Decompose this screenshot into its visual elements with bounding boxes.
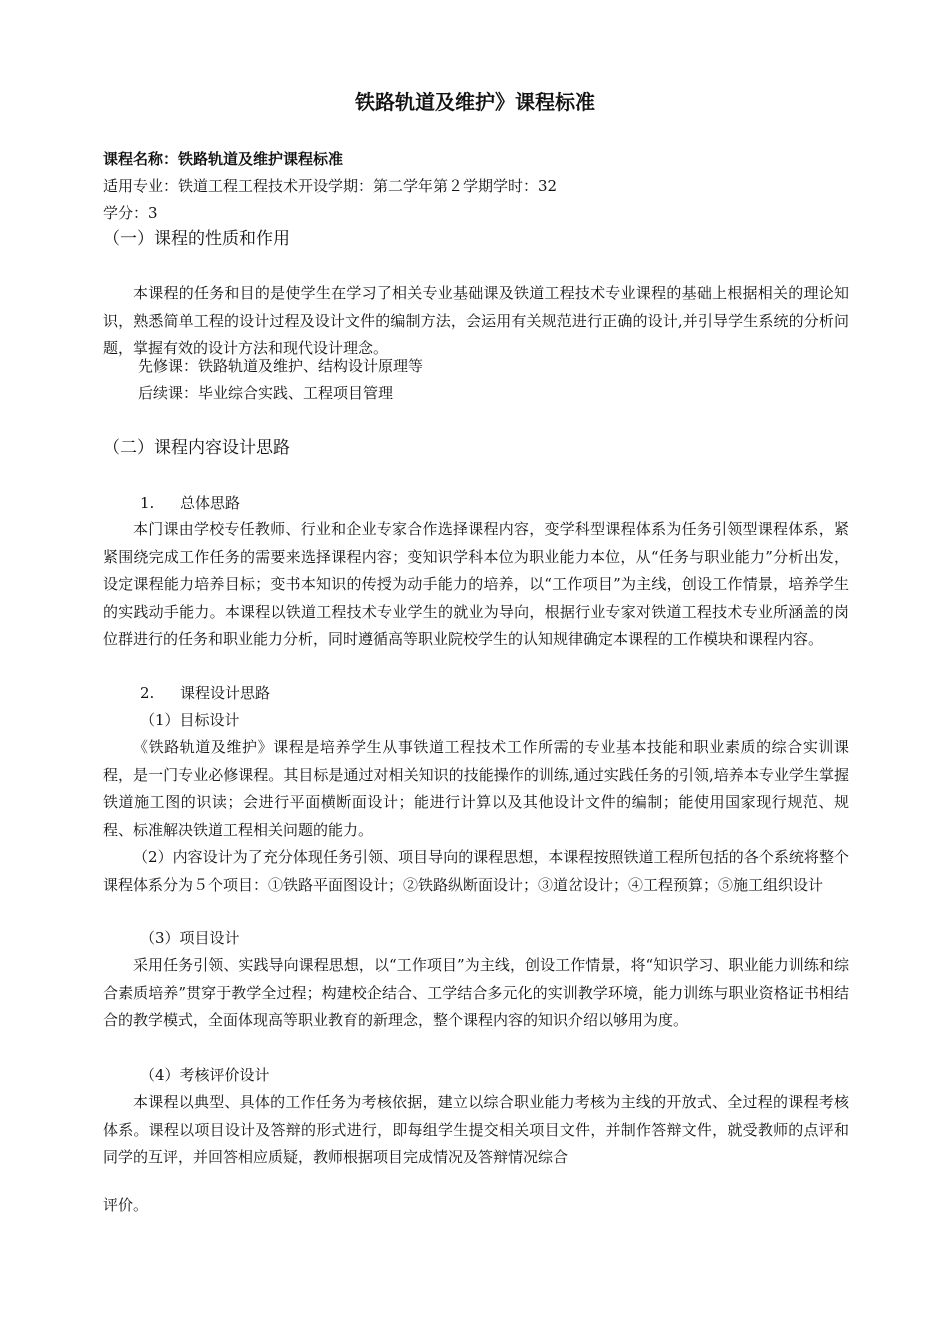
- section-heading-design: （二）课程内容设计思路: [103, 438, 290, 458]
- course-meta: 适用专业：铁道工程工程技术开设学期：第二学年第２学期学时：32: [103, 177, 558, 195]
- sub4-tail: 评价。: [103, 1196, 149, 1214]
- sub4-paragraph: 本课程以典型、具体的工作任务为考核依据，建立以综合职业能力考核为主线的开放式、全过程的课程考核体系。课程以项目设计及答辩的形式进行，即每组学生提交相关项目文件，并制作答辩文件，就受教师的点评和同学的互评，并回答相应质疑，教师根据项目完成情况及答辩情况综合: [103, 1093, 849, 1166]
- item1-title: 总体思路: [180, 494, 241, 512]
- item2-number: 2.: [140, 684, 155, 702]
- course-credits: 学分：3: [103, 204, 158, 222]
- course-name: 课程名称：铁路轨道及维护课程标准: [103, 150, 344, 168]
- item1-number: 1.: [140, 494, 155, 512]
- followup-courses: 后续课：毕业综合实践、工程项目管理: [138, 384, 394, 402]
- sub3-title: （3）项目设计: [140, 929, 240, 947]
- section-heading-nature: （一）课程的性质和作用: [103, 229, 290, 249]
- sub4-title: （4）考核评价设计: [140, 1066, 270, 1084]
- item2-title: 课程设计思路: [180, 684, 271, 702]
- sub2-paragraph: （2）内容设计为了充分体现任务引领、项目导向的课程思想，本课程按照铁道工程所包括的各个系统将整个课程体系分为５个项目：①铁路平面图设计；②铁路纵断面设计；③道岔设计；④工程预算；⑤施工组织设计: [103, 848, 849, 894]
- prerequisite-courses: 先修课：铁路轨道及维护、结构设计原理等: [138, 357, 424, 375]
- sub3-paragraph: 采用任务引领、实践导向课程思想，以“工作项目”为主线，创设工作情景，将“知识学习、职业能力训练和综合素质培养”贯穿于教学全过程；构建校企结合、工学结合多元化的实训教学环境，能力训练与职业资格证书相结合的教学模式，全面体现高等职业教育的新理念，整个课程内容的知识介绍以够用为度。: [103, 956, 849, 1029]
- item1-paragraph: 本门课由学校专任教师、行业和企业专家合作选择课程内容，变学科型课程体系为任务引领型课程体系，紧紧围绕完成工作任务的需要来选择课程内容；变知识学科本位为职业能力本位，从“任务与职业能力”分析出发，设定课程能力培养目标；变书本知识的传授为动手能力的培养，以“工作项目”为主线，创设工作情景，培养学生的实践动手能力。本课程以铁道工程技术专业学生的就业为导向，根据行业专家对铁道工程技术专业所涵盖的岗位群进行的任务和职业能力分析，同时遵循高等职业院校学生的认知规律确定本课程的工作模块和课程内容。: [103, 520, 849, 648]
- sub1-paragraph: 《铁路轨道及维护》课程是培养学生从事铁道工程技术工作所需的专业基本技能和职业素质的综合实训课程，是一门专业必修课程。其目标是通过对相关知识的技能操作的训练,通过实践任务的引领,培养本专业学生掌握铁道施工图的识读；会进行平面横断面设计；能进行计算以及其他设计文件的编制；能使用国家现行规范、规程、标准解决铁道工程相关问题的能力。: [103, 738, 849, 839]
- document-title: 铁路轨道及维护》课程标准: [355, 90, 595, 114]
- sub1-title: （1）目标设计: [140, 711, 240, 729]
- intro-paragraph: 本课程的任务和目的是使学生在学习了相关专业基础课及铁道工程技术专业课程的基础上根据相关的理论知识，熟悉简单工程的设计过程及设计文件的编制方法，会运用有关规范进行正确的设计,并引导学生系统的分析问题，掌握有效的设计方法和现代设计理念。: [103, 284, 849, 357]
